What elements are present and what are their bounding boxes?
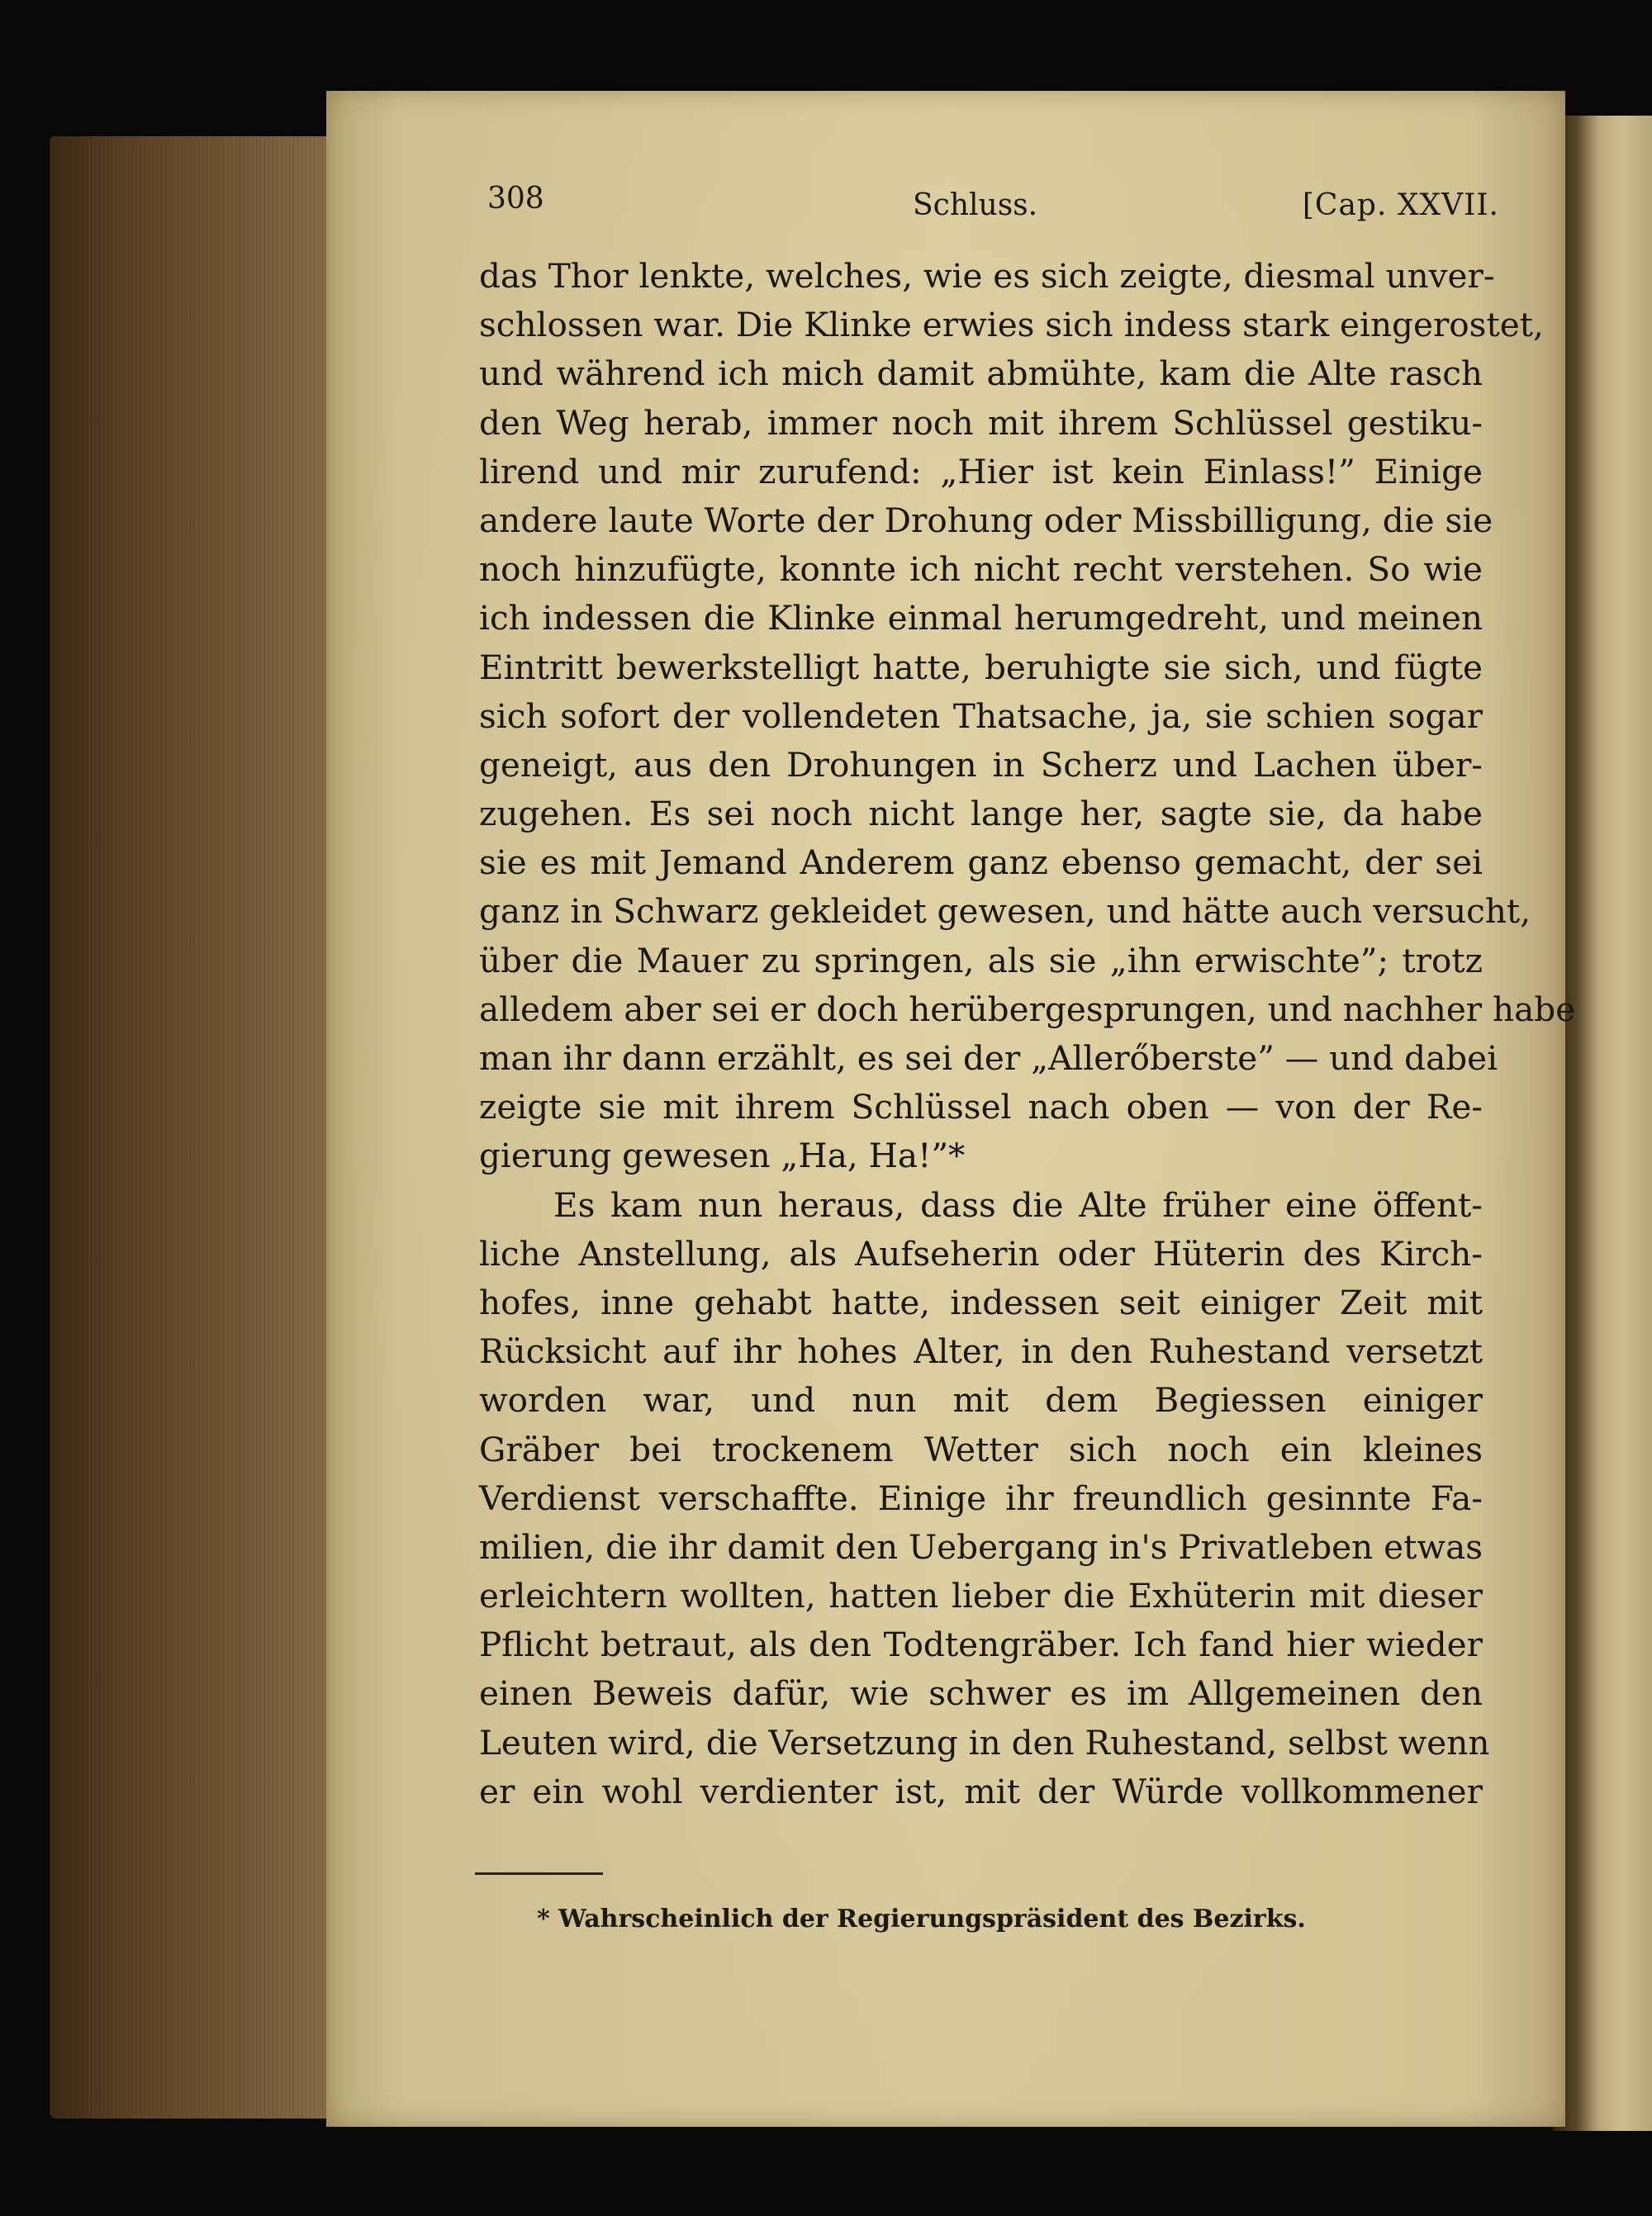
text-line: man ihr dann erzählt, es sei der „Allerőberste” — und dabei: [479, 1038, 1498, 1078]
text-line: Gräber bei trockenem Wetter sich noch ein kleines: [479, 1429, 1483, 1469]
text-line: erleichtern wollten, hatten lieber die Exhüterin mit dieser: [479, 1576, 1483, 1616]
text-line: schlossen war. Die Klinke erwies sich indess stark eingerostet,: [479, 305, 1544, 345]
text-line: sich sofort der vollendeten Thatsache, ja, sie schien sogar: [479, 695, 1483, 736]
text-line: und während ich mich damit abmühte, kam die Alte rasch: [479, 354, 1483, 394]
text-line: er ein wohl verdienter ist, mit der Würde vollkommener: [479, 1771, 1483, 1811]
text-line: andere laute Worte der Drohung oder Missbilligung, die sie: [479, 500, 1493, 540]
text-line: Pflicht betraut, als den Todtengräber. Ich fand hier wieder: [479, 1625, 1483, 1665]
text-line: das Thor lenkte, welches, wie es sich zeigte, diesmal unver-: [479, 256, 1495, 296]
text-line: über die Mauer zu springen, als sie „ihn erwischte”; trotz: [479, 940, 1483, 980]
text-line: gierung gewesen „Ha, Ha!”*: [479, 1136, 966, 1176]
text-line: zugehen. Es sei noch nicht lange her, sagte sie, da habe: [479, 794, 1483, 834]
text-line: Rücksicht auf ihr hohes Alter, in den Ruhestand versetzt: [479, 1331, 1483, 1372]
text-line: Leuten wird, die Versetzung in den Ruhestand, selbst wenn: [479, 1722, 1490, 1763]
text-line: geneigt, aus den Drohungen in Scherz und Lachen über-: [479, 744, 1483, 785]
text-line: ich indessen die Klinke einmal herumgedreht, und meinen: [479, 598, 1483, 638]
book-page: [326, 91, 1576, 2127]
text-line: zeigte sie mit ihrem Schlüssel nach oben — von der Re-: [479, 1087, 1483, 1127]
text-line: Es kam nun heraus, dass die Alte früher eine öffent-: [553, 1184, 1483, 1225]
text-line: ganz in Schwarz gekleidet gewesen, und hätte auch versucht,: [479, 891, 1531, 932]
text-line: Eintritt bewerkstelligt hatte, beruhigte sie sich, und fügte: [479, 647, 1483, 687]
running-title: Schluss.: [913, 188, 1038, 222]
text-line: Verdienst verschaffte. Einige ihr freundlich gesinnte Fa-: [479, 1478, 1483, 1518]
text-line: einen Beweis dafür, wie schwer es im Allgemeinen den: [479, 1673, 1483, 1714]
text-line: lirend und mir zurufend: „Hier ist kein Einlass!” Einige: [479, 451, 1483, 491]
page-number: 308: [487, 182, 544, 216]
text-line: noch hinzufügte, konnte ich nicht recht verstehen. So wie: [479, 549, 1483, 590]
footnote-divider: [475, 1872, 603, 1875]
text-line: sie es mit Jemand Anderem ganz ebenso gemacht, der sei: [479, 842, 1483, 883]
text-line: milien, die ihr damit den Uebergang in's Privatleben etwas: [479, 1526, 1483, 1567]
chapter-label: [Cap. XXVII.: [1302, 188, 1499, 222]
running-header: [487, 182, 1499, 231]
text-line: liche Anstellung, als Aufseherin oder Hüterin des Kirch-: [479, 1233, 1483, 1274]
body-text: [479, 252, 1576, 1816]
book-page-edges: [50, 136, 347, 2119]
text-line: worden war, und nun mit dem Begiessen einiger: [479, 1380, 1483, 1421]
text-line: den Weg herab, immer noch mit ihrem Schlüssel gestiku-: [479, 402, 1483, 443]
footnote: * Wahrscheinlich der Regierungspräsident des Bezirks.: [537, 1905, 1306, 1934]
text-line: hofes, inne gehabt hatte, indessen seit einiger Zeit mit: [479, 1282, 1483, 1322]
facing-page-edge: [1553, 116, 1652, 2131]
text-line: alledem aber sei er doch herübergesprungen, und nachher habe: [479, 989, 1576, 1029]
